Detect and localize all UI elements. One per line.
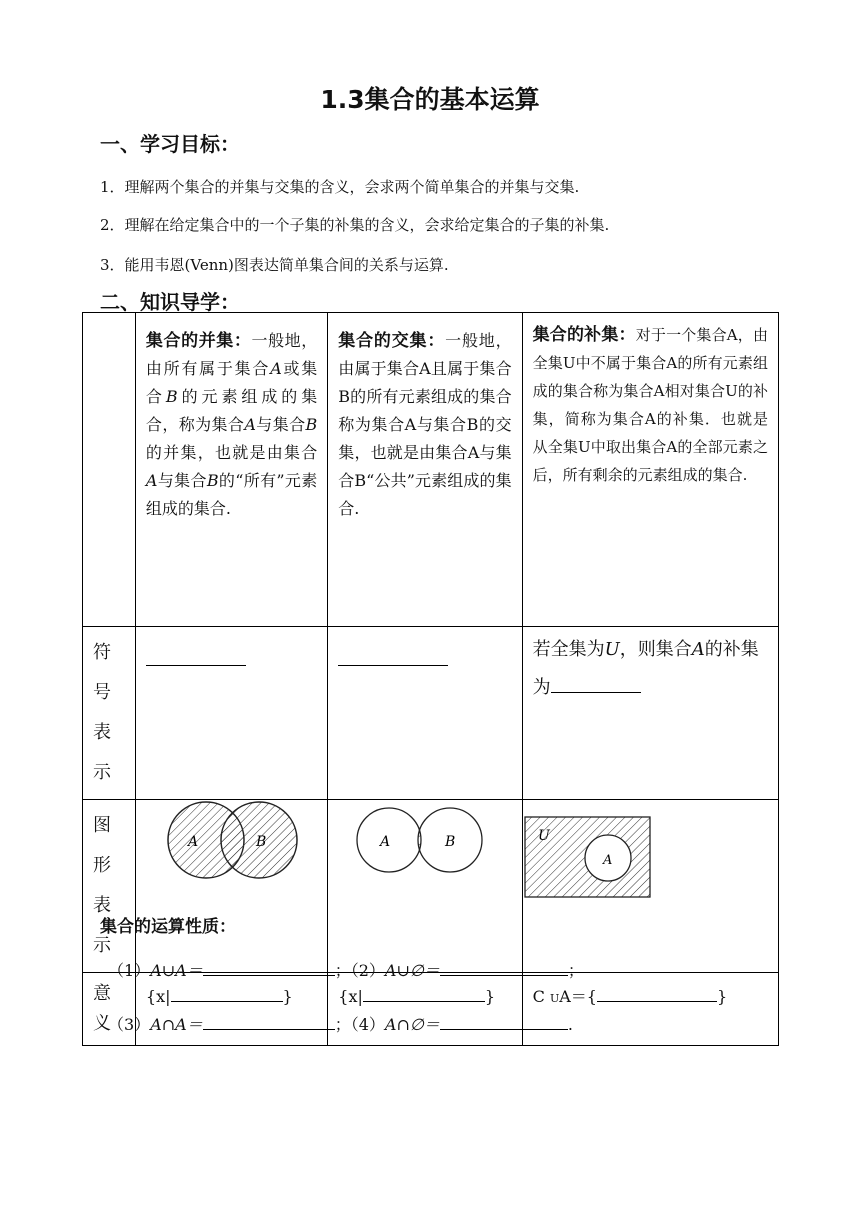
property-row-2 — [108, 1012, 573, 1035]
intersection-symbol-blank[interactable] — [338, 637, 448, 666]
property-3-blank[interactable] — [203, 1013, 335, 1030]
row-label-figure: 图形表示 — [83, 800, 136, 973]
var-b: B — [165, 387, 178, 406]
complement-symbol-text-b: ，则集合 — [619, 639, 692, 660]
objective-2: 2．理解在给定集合中的一个子集的补集的含义，会求给定集合的子集的补集. — [100, 216, 610, 234]
properties-heading: 集合的运算性质： — [100, 917, 236, 937]
complement-symbol-blank[interactable] — [551, 670, 641, 693]
objective-3: 3．能用韦恩(Venn)图表达简单集合间的关系与运算. — [100, 256, 449, 274]
union-lead: 集合的并集： — [145, 331, 252, 351]
complement-venn-diagram — [523, 800, 773, 900]
var-u: U — [604, 639, 620, 660]
union-text-d: 与集合 — [255, 415, 306, 434]
union-venn-diagram — [136, 800, 322, 900]
intersection-text: 一般地，由属于集合A且属于集合B的所有元素组成的集合称为集合A与集合B的交集，也就是由集合A与集合B“公共”元素组成的集合. — [338, 331, 512, 518]
union-text-c: 的元素组成的集合，称为集合 — [145, 387, 318, 434]
union-text-a: 一般地，由所有属于集合 — [145, 331, 318, 378]
property-4-label: ；（4） — [334, 1015, 385, 1034]
var-a: A — [691, 639, 705, 660]
union-text-g: 的“所有”元素组成的集合. — [145, 471, 318, 518]
property-2-end: ； — [567, 961, 584, 980]
complement-meaning-blank[interactable] — [597, 981, 717, 1002]
property-4-expr: A∩∅＝ — [384, 1015, 440, 1034]
objective-1: 1．理解两个集合的并集与交集的含义，会求两个简单集合的并集与交集. — [100, 178, 580, 196]
row-label-symbol: 符号表示 — [83, 627, 136, 800]
property-2-expr: A∪∅＝ — [384, 961, 440, 980]
section-heading-objectives: 一、学习目标： — [100, 132, 240, 156]
union-meaning-prefix: {x| — [145, 987, 171, 1006]
property-2-label: ；（2） — [334, 961, 385, 980]
property-3-label: （3） — [108, 1015, 151, 1034]
row-label-meaning: 意义 — [83, 973, 136, 1046]
union-text-f: 与集合 — [157, 471, 207, 490]
intersection-meaning-blank[interactable] — [363, 981, 485, 1002]
intersection-meaning-prefix: {x| — [338, 987, 363, 1006]
intersection-venn-diagram — [328, 800, 516, 900]
complement-symbol-cell — [522, 627, 778, 800]
intersection-definition — [328, 313, 522, 627]
union-symbol-blank[interactable] — [146, 637, 246, 666]
complement-meaning-suffix: } — [716, 987, 728, 1006]
complement-venn-cell — [522, 800, 778, 973]
intersection-meaning-suffix: } — [484, 987, 496, 1006]
complement-text: 对于一个集合A，由全集U中不属于集合A的所有元素组成的集合称为集合A相对集合U的补集，简称为集合A的补集．也就是从全集U中取出集合A的全部元素之后，所有剩余的元素组成的集合. — [532, 326, 768, 484]
property-2-blank[interactable] — [440, 959, 568, 976]
property-1-expr: A∪A＝ — [150, 961, 203, 980]
property-1-label: （1） — [108, 961, 151, 980]
union-meaning-blank[interactable] — [171, 981, 283, 1002]
property-4-blank[interactable] — [440, 1013, 568, 1030]
var-a: A — [270, 359, 282, 378]
union-meaning-suffix: } — [282, 987, 293, 1006]
union-symbol-cell — [135, 627, 327, 800]
complement-definition — [522, 313, 778, 627]
union-definition — [135, 313, 327, 627]
property-1-blank[interactable] — [203, 959, 335, 976]
complement-c: C — [532, 987, 545, 1006]
var-b: B — [206, 471, 219, 490]
property-4-end: . — [567, 1015, 573, 1034]
var-a: A — [244, 415, 256, 434]
label-u: U — [537, 828, 550, 844]
complement-symbol-text-a: 若全集为 — [532, 639, 605, 660]
intersection-lead: 集合的交集： — [338, 331, 446, 351]
label-b: B — [255, 834, 267, 850]
union-venn-cell — [135, 800, 327, 973]
complement-meaning-eq: A＝{ — [559, 987, 597, 1006]
intersection-symbol-cell — [328, 627, 522, 800]
var-a: A — [145, 471, 158, 490]
complement-lead: 集合的补集： — [532, 325, 636, 345]
label-a: A — [602, 853, 612, 868]
page-title: 1.3集合的基本运算 — [320, 85, 540, 114]
union-text-b: 或集合 — [145, 359, 318, 406]
label-a: A — [380, 834, 391, 850]
label-a: A — [187, 834, 199, 850]
complement-symbol-text-c: 的补集为 — [532, 639, 759, 698]
corner-cell — [83, 313, 136, 627]
var-b: B — [305, 415, 318, 434]
label-b: B — [445, 834, 456, 850]
intersection-venn-cell — [328, 800, 522, 973]
property-3-expr: A∩A＝ — [150, 1015, 203, 1034]
complement-sub-u: U — [549, 992, 560, 1005]
union-text-e: 的并集，也就是由集合 — [145, 443, 318, 462]
property-row-1 — [108, 958, 584, 981]
section-heading-guide: 二、知识导学： — [100, 290, 240, 314]
